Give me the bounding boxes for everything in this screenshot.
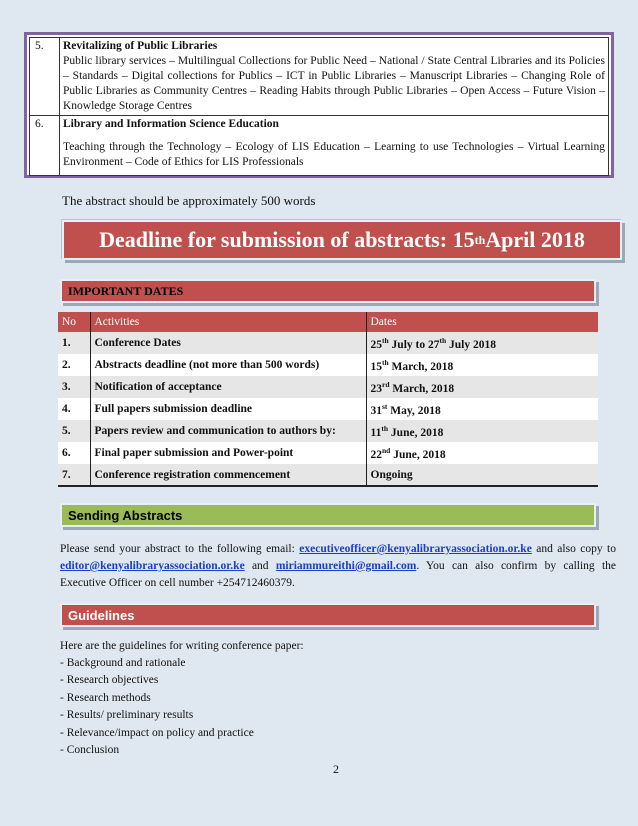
list-item: - Background and rationale [60,657,186,669]
important-dates-table [58,312,598,487]
topic-number: 6. [30,116,60,176]
row-activity: Notification of acceptance [90,376,366,398]
deadline-banner [62,220,622,260]
column-header-dates: Dates [366,312,598,332]
date-b: July to 27 [388,338,440,351]
topic-number: 5. [30,38,60,116]
table-row [58,376,598,398]
topic-title: Library and Information Science Education [63,118,279,130]
guidelines-list [60,655,254,759]
date-a: 25 [370,338,382,351]
table-row [58,420,598,442]
date-b: May, 2018 [387,404,441,417]
date-sup-a: th [382,335,389,345]
row-activity: Conference Dates [90,332,366,354]
abstract-length-note: The abstract should be approximately 500 words [62,193,316,208]
table-row [58,332,598,354]
topic-description: Teaching through the Technology – Ecology of LIS Education – Learning to use Technologies – Virtual Learning Environment – Code of Ethics for LIS Professionals [63,141,605,168]
date-b: June, 2018 [390,448,446,461]
row-date [366,376,598,398]
date-a: 11 [370,426,382,439]
date-b: March, 2018 [389,382,455,395]
list-item: - Results/ preliminary results [60,709,194,722]
row-activity: Final paper submission and Power-point [90,442,366,464]
row-activity: Papers review and communication to authors by: [90,420,366,442]
row-no: 7. [58,464,90,486]
topics-box [24,32,614,178]
row-date: Ongoing [366,464,598,486]
miriam-email-link[interactable]: miriammureithi@gmail.com [275,560,417,572]
list-item: - Relevance/impact on policy and practice [60,726,254,739]
sending-text: and [244,560,276,572]
date-b: June, 2018 [388,426,444,439]
date-sup-a: st [382,401,388,411]
column-header-no: No [58,312,90,332]
row-no: 3. [58,376,90,398]
topics-table [29,37,609,176]
table-row [58,354,598,376]
topic-row [30,116,609,176]
list-item: - Conclusion [60,744,120,757]
table-row [58,398,598,420]
editor-email-link[interactable]: editor@kenyalibraryassociation.or.ke [60,560,245,572]
date-c: July 2018 [446,338,496,351]
sending-text: . You can also confirm by calling the Executive Officer on cell number +254712460379. [60,560,616,589]
row-no: 2. [58,354,90,376]
row-activity: Full papers submission deadline [90,398,366,420]
date-sup-a: th [382,357,389,367]
topic-description: Public library services – Multilingual Collections for Public Need – National / State Central Libraries and its Policies – Standards – Digital collections for Publics – ICT in Public Libraries – Manuscript Libraries – Changing Role of Public Libraries as Community Centres – Reading Habits through Public Libraries – Open Access – Future Vision – Knowledge Storage Centres [63,55,605,112]
guidelines-intro: Here are the guidelines for writing conference paper: [60,640,304,652]
page-number: 2 [333,762,339,776]
date-a: 23 [370,382,382,395]
row-no: 1. [58,332,90,354]
table-header-row [58,312,598,332]
row-no: 5. [58,420,90,442]
sending-text: and also copy to [531,543,616,555]
list-item: - Research methods [60,691,151,704]
sending-instructions [60,541,616,592]
date-a: 22 [370,448,382,461]
list-item: - Research objectives [60,674,159,687]
deadline-prefix: Deadline for submission of abstracts: 15 [99,227,475,252]
row-date [366,354,598,376]
row-date [366,398,598,420]
sending-text: Please send your abstract to the following email: [60,543,300,555]
date-sup-a: rd [382,379,390,389]
date-sup-a: nd [382,445,391,455]
row-date [366,332,598,354]
executive-officer-email-link[interactable]: executiveofficer@kenyalibraryassociation.or.ke [299,543,532,555]
table-row [58,464,598,486]
date-a: 31 [370,404,382,417]
deadline-sup: th [474,232,486,247]
deadline-suffix: April 2018 [485,227,585,252]
date-sup-b: th [439,335,447,345]
row-date [366,420,598,442]
topic-row [30,38,609,116]
important-dates-heading: IMPORTANT DATES [60,279,596,303]
guidelines-heading: Guidelines [60,603,596,627]
date-sup-a: th [381,423,389,433]
row-date [366,442,598,464]
date-a: 15 [370,360,382,373]
row-activity: Abstracts deadline (not more than 500 words) [90,354,366,376]
row-no: 6. [58,442,90,464]
table-row [58,442,598,464]
column-header-activities: Activities [90,312,366,332]
sending-abstracts-heading: Sending Abstracts [60,503,596,527]
topic-title: Revitalizing of Public Libraries [63,40,218,52]
date-b: March, 2018 [388,360,454,373]
row-activity: Conference registration commencement [90,464,366,486]
row-no: 4. [58,398,90,420]
